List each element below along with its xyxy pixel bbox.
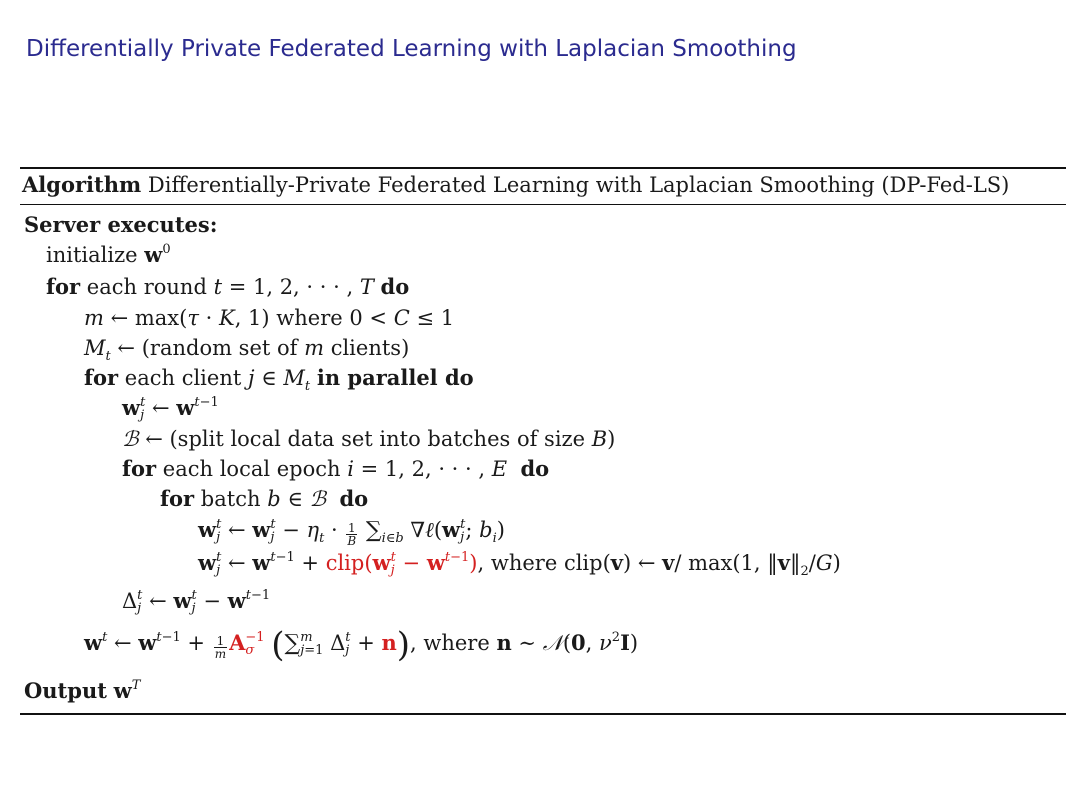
formula-m-var: m <box>304 336 325 360</box>
clients-text: clients) <box>330 336 410 360</box>
formula-output: $w^T$ <box>113 678 141 703</box>
algorithm-top-rule <box>20 167 1066 169</box>
algorithm-bottom-rule <box>20 713 1066 715</box>
do-keyword: do <box>339 486 369 511</box>
formula-delta: Δ t j ← w t j − $w^{t-1}$ <box>122 588 271 616</box>
algorithm-name: Differentially-Private Federated Learning with Laplacian Smoothing (DP-Fed-LS) <box>147 173 1010 197</box>
formula-aggregation: $w^t$ ← $w^{t-1}$ + $\frac{1}{m}$ A −1 σ (∑ m j=1 Δ t j + n) <box>84 625 411 665</box>
formula-client: j ∈ $M_t$ <box>247 366 311 394</box>
line-output <box>24 678 140 704</box>
line-for-batch <box>160 486 368 512</box>
line-for-epoch <box>122 456 549 482</box>
m-where-text: where <box>276 306 343 330</box>
formula-mt: $M_t$ ← <box>84 336 136 364</box>
line-delta <box>122 588 270 615</box>
each-epoch-text: each local epoch <box>162 457 341 481</box>
line-for-round <box>46 274 409 300</box>
algorithm-mid-rule <box>20 204 1066 205</box>
in-parallel-keyword: in parallel do <box>316 365 474 390</box>
formula-batch-size: B) <box>591 427 616 451</box>
line-for-client <box>84 365 474 394</box>
initialize-text: initialize <box>46 243 138 267</box>
formula-gradient-step: w t j ← w t j − $\eta_t$ · $\frac{1}{B}$ $\sum_{i\in b}$ ∇ℓ(w t j ; $b_i$) <box>198 517 505 548</box>
line-wj-init <box>122 395 219 422</box>
do-keyword: do <box>520 456 550 481</box>
batch-text: batch <box>200 487 261 511</box>
for-keyword: for <box>46 274 81 299</box>
server-executes: Server executes: <box>24 212 218 237</box>
for-keyword: for <box>160 486 195 511</box>
algorithm-caption <box>22 172 1009 197</box>
formula-w0: $w^0$ <box>144 242 171 267</box>
each-client-text: each client <box>124 366 242 390</box>
line-gradient-step <box>198 517 505 547</box>
formula-clip-step: w t j ← $w^{t-1}$ + clip(w t j − $w^{t-1}$) <box>198 550 478 578</box>
clip-where-text: , where <box>477 551 558 575</box>
line-clip-step <box>198 550 841 577</box>
round-text: each round <box>86 275 207 299</box>
formula-round: t = 1, 2, · · · , T <box>213 275 374 299</box>
for-keyword: for <box>84 365 119 390</box>
formula-clip-def: clip(v) ← v/ max(1, $‖v‖_2/G$) <box>563 550 841 579</box>
formula-batch-set: ℬ ← <box>122 427 163 451</box>
algorithm-keyword: Algorithm <box>22 172 142 197</box>
random-set-text: (random set of <box>141 336 298 360</box>
line-initialize <box>46 242 171 268</box>
do-keyword: do <box>380 274 410 299</box>
slide-title: Differentially Private Federated Learning with Laplacian Smoothing <box>26 36 797 62</box>
formula-m: m ← max(τ · K, 1) <box>84 306 270 330</box>
output-keyword: Output <box>24 678 107 703</box>
noise-where-text: , where <box>410 631 490 655</box>
line-batches <box>122 426 615 452</box>
line-aggregation <box>84 625 639 665</box>
formula-epoch: i = 1, 2, · · · , E <box>347 457 508 481</box>
formula-noise: n ∼ 𝒩(0, $\nu^2I$) <box>496 630 639 655</box>
for-keyword: for <box>122 456 157 481</box>
formula-c-range: 0 < C ≤ 1 <box>349 306 455 330</box>
formula-wj-init: w t j ← $w^{t-1}$ <box>122 395 219 423</box>
split-text: (split local data set into batches of size <box>169 427 586 451</box>
formula-batch-member: b ∈ ℬ <box>267 487 327 511</box>
line-mt-assign <box>84 335 410 364</box>
line-m-assign <box>84 305 454 331</box>
